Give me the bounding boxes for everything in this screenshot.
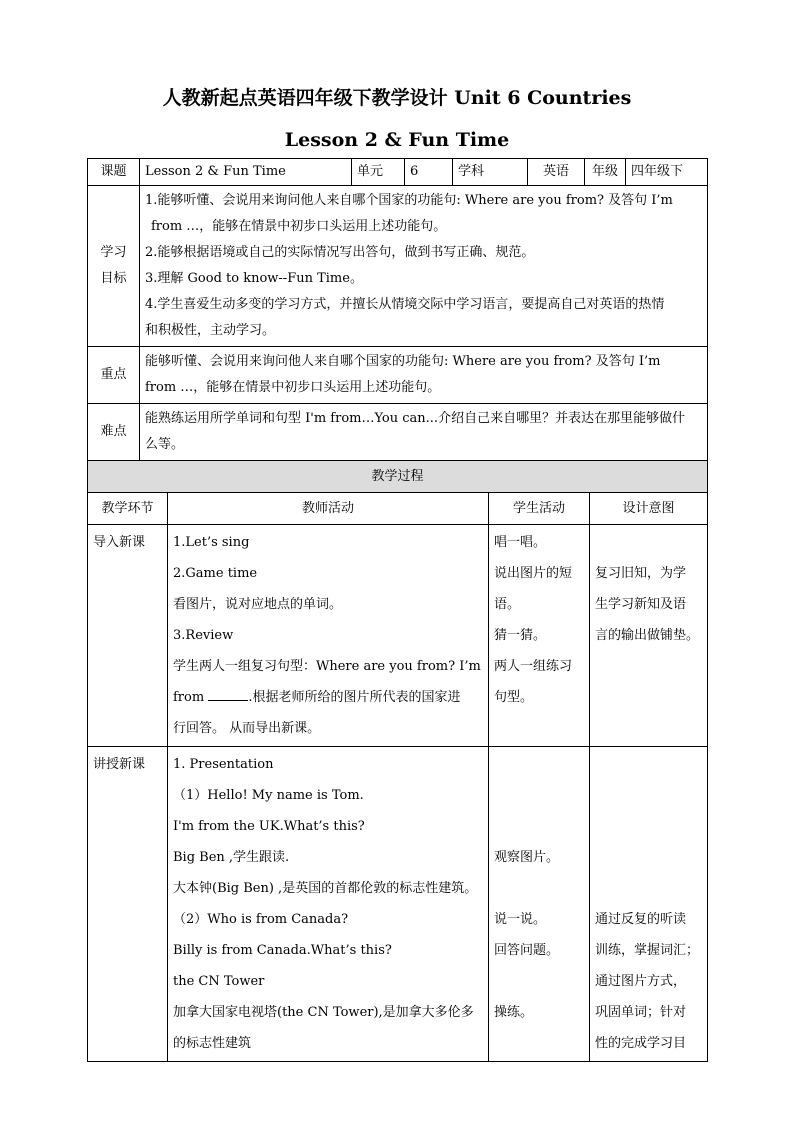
document-title: 人教新起点英语四年级下教学设计 Unit 6 Countries [162, 87, 632, 109]
subject-value: 英语 [528, 159, 585, 186]
intro-row [88, 525, 708, 747]
lesson-info-table [87, 158, 708, 461]
process-section-title: 教学过程 [88, 461, 708, 493]
intro-teacher: 1.Let’s sing 2.Game time 看图片，说对应地点的单词。 3.Review 学生两人一组复习句型：Where are you from? I’m from .根据老师所给的图片所代表的国家进 行回答。 从而导出新课。 [168, 525, 489, 747]
topic-value: Lesson 2 & Fun Time [140, 159, 352, 186]
objectives-row [88, 186, 708, 347]
teach-row [88, 747, 708, 1062]
objectives-label: 学习 目标 [88, 186, 140, 347]
header-purpose: 设计意图 [590, 493, 708, 525]
difficulties-content: 能熟练运用所学单词和句型 I'm from…You can...介绍自己来自哪里？并表达在那里能够做什 么等。 [140, 404, 708, 461]
unit-value: 6 [405, 159, 453, 186]
topic-label: 课题 [88, 159, 140, 186]
intro-stage: 导入新课 [88, 525, 168, 747]
info-row [88, 159, 708, 186]
header-teacher: 教师活动 [168, 493, 489, 525]
intro-student: 唱一唱。 说出图片的短 语。 猜一猜。 两人一组练习 句型。 [489, 525, 590, 747]
document-subtitle: Lesson 2 & Fun Time [284, 129, 510, 151]
lesson-plan-table [87, 158, 707, 1062]
objectives-content: 1.能够听懂、会说用来询问他人来自哪个国家的功能句: Where are you from? 及答句 I’m from …，能够在情景中初步口头运用上述功能句。 2.能够根据语境或自己的实际情况写出答句，做到书写正确、规范。 3.理解 Good to know--Fun Time。 4.学生喜爱生动多变的学习方式，并擅长从情境交际中学习语言，要提高自己对英语的热情 和积极性，主动学习。 [140, 186, 708, 347]
key-points-row [88, 347, 708, 404]
teach-purpose: 通过反复的听读 训练，掌握词汇； 通过图片方式， 巩固单词；针对 性的完成学习目 [590, 747, 708, 1062]
teach-stage: 讲授新课 [88, 747, 168, 1062]
unit-label: 单元 [352, 159, 405, 186]
teach-teacher: 1. Presentation （1）Hello! My name is Tom. I'm from the UK.What’s this? Big Ben ,学生跟读. 大本钟(Big Ben) ,是英国的首都伦敦的标志性建筑。 （2）Who is from Canada? Billy is from Canada.What’s this? the CN Tower 加拿大国家电视塔(the CN Tower),是加拿大多伦多 的标志性建筑 [168, 747, 489, 1062]
key-points-content: 能够听懂、会说用来询问他人来自哪个国家的功能句: Where are you from? 及答句 I’m from …，能够在情景中初步口头运用上述功能句。 [140, 347, 708, 404]
header-student: 学生活动 [489, 493, 590, 525]
teach-student: 观察图片。 说一说。 回答问题。 操练。 [489, 747, 590, 1062]
process-header-row [88, 493, 708, 525]
answer-blank [208, 686, 248, 701]
intro-purpose: 复习旧知，为学 生学习新知及语 言的输出做铺垫。 [590, 525, 708, 747]
difficulties-row [88, 404, 708, 461]
grade-label: 年级 [585, 159, 626, 186]
grade-value: 四年级下 [626, 159, 708, 186]
subject-label: 学科 [453, 159, 528, 186]
difficulties-label: 难点 [88, 404, 140, 461]
key-points-label: 重点 [88, 347, 140, 404]
teaching-process-table [87, 460, 708, 1062]
header-stage: 教学环节 [88, 493, 168, 525]
